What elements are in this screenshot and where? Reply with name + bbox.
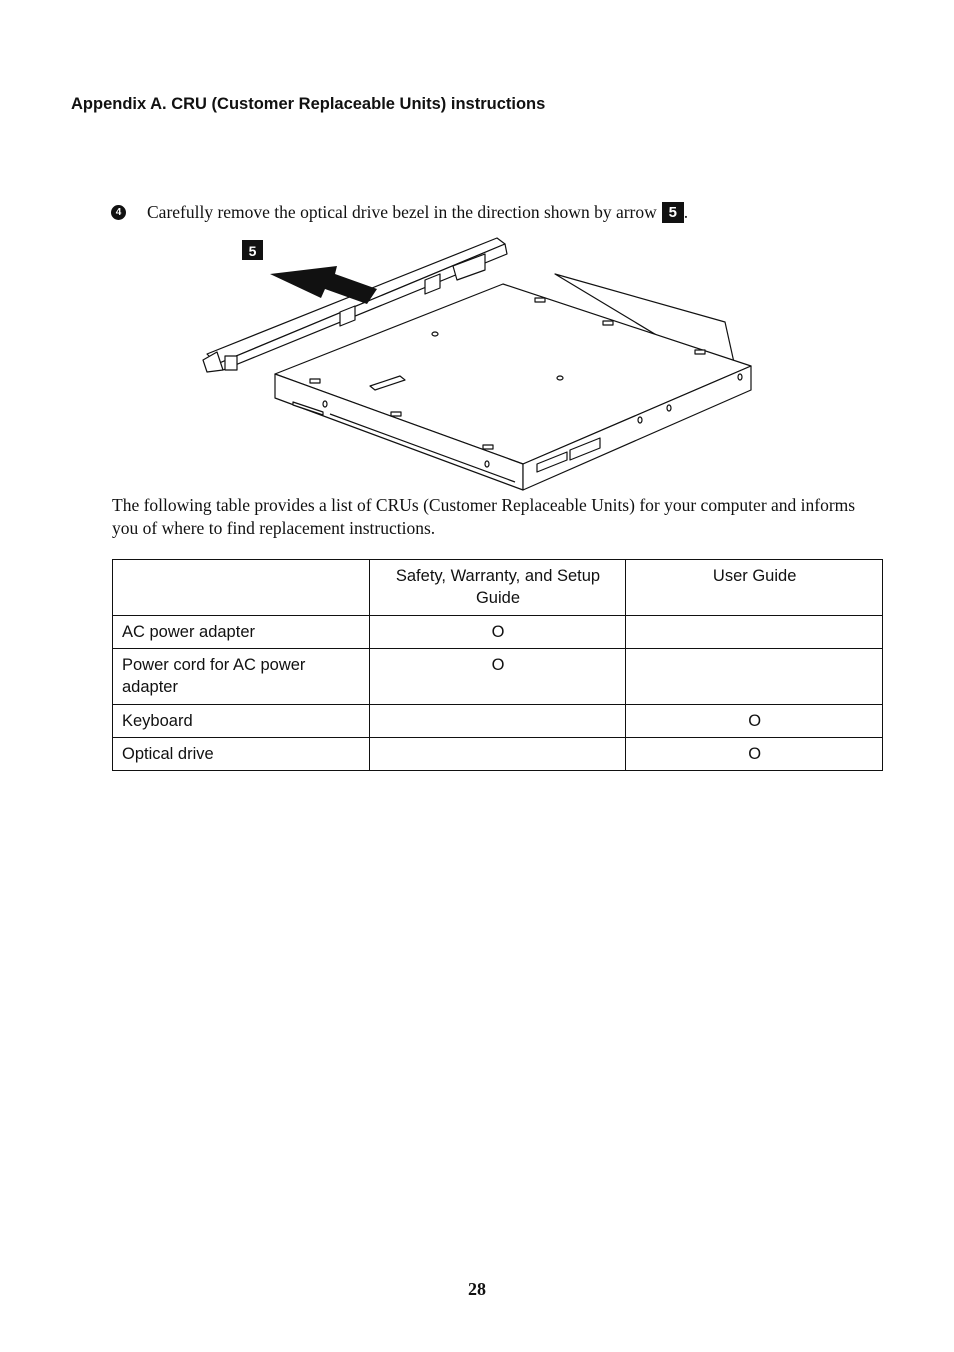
table-cell: Keyboard: [113, 705, 370, 738]
table-cell: AC power adapter: [113, 616, 370, 649]
table-cell: O: [626, 705, 883, 738]
table-cell: O: [369, 649, 626, 705]
table-cell: [369, 738, 626, 771]
table-row: [113, 738, 883, 771]
table-row: [113, 649, 883, 705]
cru-table: [112, 559, 883, 771]
step-suffix: .: [683, 202, 689, 222]
table-cell: Power cord for AC power adapter: [113, 649, 370, 705]
step-callout-badge: 5: [662, 202, 684, 223]
page-number: 28: [468, 1279, 486, 1299]
table-header-cell: [113, 560, 370, 616]
figure-callout-label: 5: [248, 243, 257, 259]
table-cell: O: [369, 616, 626, 649]
table-row: [113, 705, 883, 738]
intro-paragraph: The following table provides a list of CRUs (Customer Replaceable Units) for your computer and informs you of where to find replacement instructions.: [112, 495, 856, 538]
table-header-cell: Safety, Warranty, and Setup Guide: [369, 560, 626, 616]
table-cell: [626, 649, 883, 705]
table-cell: [369, 705, 626, 738]
table-cell: Optical drive: [113, 738, 370, 771]
table-cell: [626, 616, 883, 649]
table-header-cell: User Guide: [626, 560, 883, 616]
optical-drive-illustration: [195, 232, 760, 494]
table-row: [113, 616, 883, 649]
page-header: Appendix A. CRU (Customer Replaceable Units) instructions: [71, 95, 546, 113]
step-number-badge: 4: [111, 205, 126, 220]
step-text: Carefully remove the optical drive bezel in the direction shown by arrow: [147, 202, 657, 222]
table-cell: O: [626, 738, 883, 771]
table-header-row: [113, 560, 883, 616]
step-4: [111, 202, 688, 223]
